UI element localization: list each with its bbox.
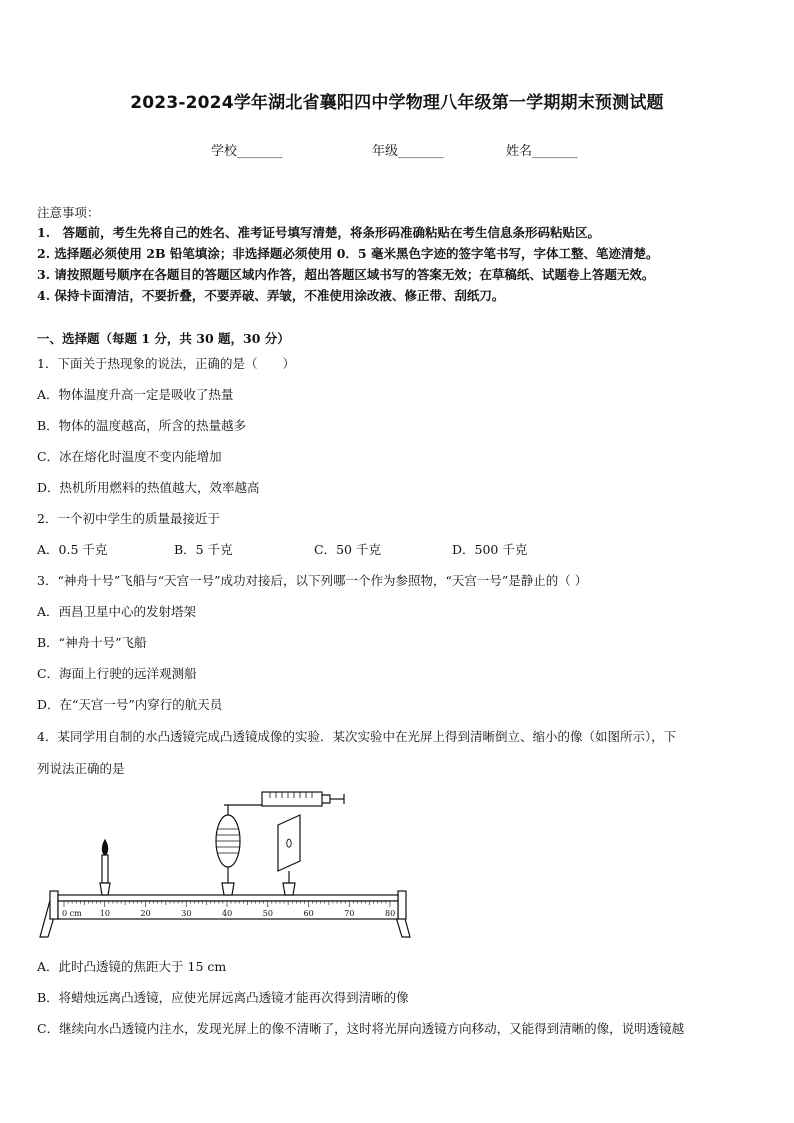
q1-option-d: D．热机所用燃料的热值越大，效率越高 bbox=[37, 480, 260, 495]
notice-item-2: 2. 选择题必须使用 2B 铅笔填涂；非选择题必须使用 0．5 毫米黑色字迹的签字笔书写，字体工整、笔迹清楚。 bbox=[37, 246, 659, 261]
name-field: 姓名_______ bbox=[506, 144, 578, 159]
ruler-label: 10 bbox=[99, 909, 110, 918]
notice-item-4: 4. 保持卡面清洁，不要折叠，不要弄破、弄皱，不准使用涂改液、修正带、刮纸刀。 bbox=[37, 288, 505, 303]
optical-bench-figure bbox=[30, 785, 420, 945]
ruler-label: 70 bbox=[344, 909, 355, 918]
q3-stem: 3．“神舟十号”飞船与“天宫一号”成功对接后，以下列哪一个作为参照物，“天宫一号”是静止的（ ） bbox=[37, 573, 588, 588]
ruler-label: 40 bbox=[222, 909, 233, 918]
bench-left-post bbox=[50, 891, 58, 919]
page-title: 2023-2024学年湖北省襄阳四中学物理八年级第一学期期末预测试题 bbox=[130, 93, 664, 113]
q3-option-c: C．海面上行驶的远洋观测船 bbox=[37, 666, 197, 681]
ruler-label: 0 cm bbox=[62, 909, 82, 918]
grade-field: 年级_______ bbox=[372, 144, 444, 159]
q2-option-b: B．5 千克 bbox=[174, 542, 233, 557]
q2-option-d: D．500 千克 bbox=[452, 542, 528, 557]
school-field: 学校_______ bbox=[211, 144, 283, 159]
q4-stem-line1: 4．某同学用自制的水凸透镜完成凸透镜成像的实验．某次实验中在光屏上得到清晰倒立、缩小的像（如图所示），下 bbox=[37, 729, 677, 744]
ruler-label: 50 bbox=[262, 909, 273, 918]
q1-option-a: A．物体温度升高一定是吸收了热量 bbox=[37, 387, 234, 402]
candle bbox=[100, 840, 110, 895]
q2-stem: 2．一个初中学生的质量最接近于 bbox=[37, 511, 220, 526]
ruler-label: 30 bbox=[181, 909, 192, 918]
section-heading: 一、选择题（每题 1 分，共 30 题，30 分） bbox=[37, 331, 290, 346]
q2-option-c: C．50 千克 bbox=[314, 542, 381, 557]
ruler-label: 80 bbox=[385, 909, 396, 918]
notice-item-1: 1. 答题前，考生先将自己的姓名、准考证号填写清楚，将条形码准确粘贴在考生信息条形码粘贴区。 bbox=[37, 225, 601, 240]
bench-rail-top bbox=[58, 895, 398, 901]
notice-heading: 注意事项： bbox=[37, 205, 100, 220]
light-screen bbox=[278, 815, 300, 895]
q4-option-b: B．将蜡烛远离凸透镜，应使光屏远离凸透镜才能再次得到清晰的像 bbox=[37, 990, 409, 1005]
q1-option-b: B．物体的温度越高，所含的热量越多 bbox=[37, 418, 247, 433]
q1-option-c: C．冰在熔化时温度不变内能增加 bbox=[37, 449, 222, 464]
q3-option-b: B．“神舟十号”飞船 bbox=[37, 635, 147, 650]
q4-stem-line2: 列说法正确的是 bbox=[37, 761, 125, 776]
q2-option-a: A．0.5 千克 bbox=[37, 542, 108, 557]
ruler-label: 60 bbox=[303, 909, 314, 918]
q3-option-d: D．在“天宫一号”内穿行的航天员 bbox=[37, 697, 223, 712]
q3-option-a: A．西昌卫星中心的发射塔架 bbox=[37, 604, 197, 619]
q1-stem: 1．下面关于热现象的说法，正确的是（ ） bbox=[37, 356, 295, 371]
notice-item-3: 3. 请按照题号顺序在各题目的答题区域内作答，超出答题区域书写的答案无效；在草稿纸、试题卷上答题无效。 bbox=[37, 267, 655, 282]
ruler-label: 20 bbox=[140, 909, 151, 918]
bench-right-post bbox=[398, 891, 406, 919]
q4-option-c: C．继续向水凸透镜内注水，发现光屏上的像不清晰了，这时将光屏向透镜方向移动，又能得到清晰的像，说明透镜越 bbox=[37, 1021, 685, 1036]
q4-option-a: A．此时凸透镜的焦距大于 15 cm bbox=[37, 959, 227, 974]
